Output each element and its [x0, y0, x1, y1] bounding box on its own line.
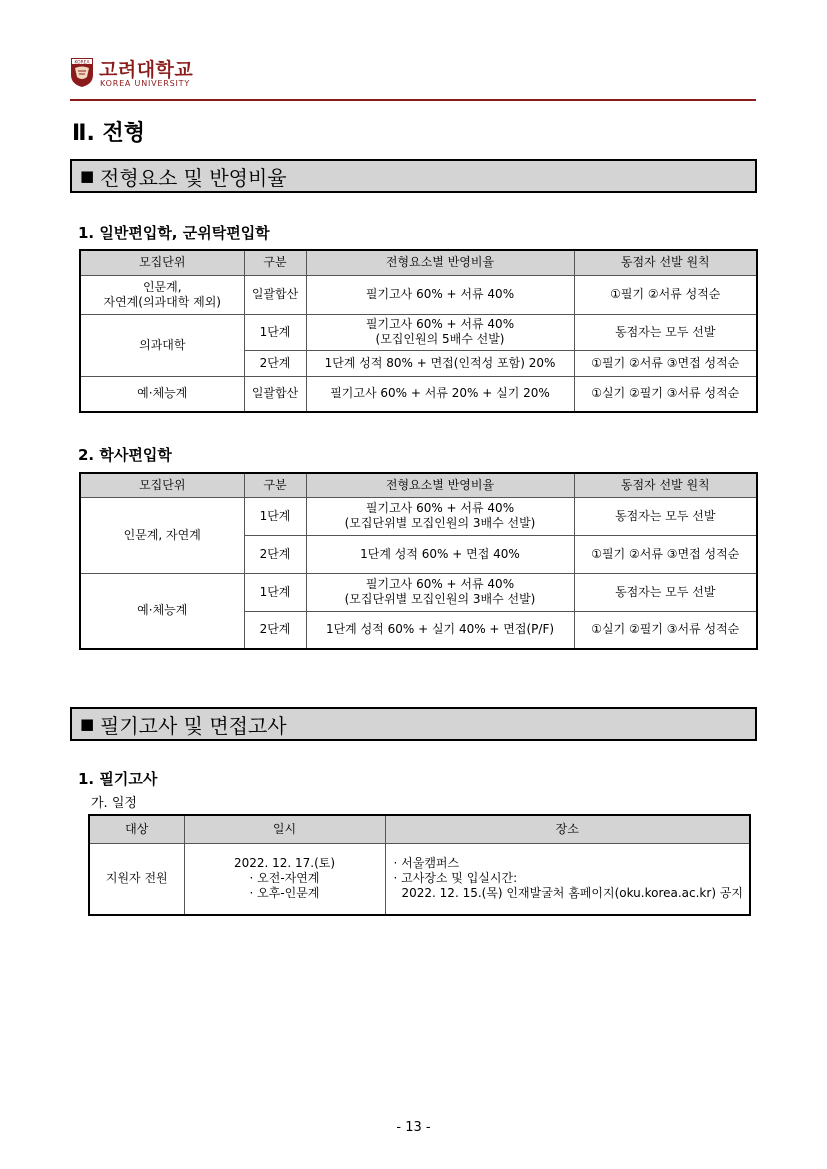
cell-tiebreak: 동점자는 모두 선발	[574, 497, 757, 535]
cell-type: 2단계	[244, 535, 306, 573]
col-header-place: 장소	[385, 815, 750, 843]
col-header-tiebreak: 동점자 선발 원칙	[574, 473, 757, 497]
col-header-type: 구분	[244, 250, 306, 275]
logo-korean: 고려대학교	[99, 59, 194, 81]
cell-tiebreak: ①실기 ②필기 ③서류 성적순	[574, 376, 757, 412]
cell-tiebreak: ①필기 ②서류 ③면접 성적순	[574, 535, 757, 573]
cell-ratio: 1단계 성적 60% + 면접 40%	[306, 535, 574, 573]
table-row	[89, 843, 750, 915]
table-row	[80, 314, 757, 350]
sub-subsection-schedule: 가. 일정	[91, 796, 137, 811]
cell-tiebreak: ①필기 ②서류 성적순	[574, 275, 757, 314]
cell-ratio: 필기고사 60% + 서류 40%	[306, 275, 574, 314]
section-header-exams	[70, 707, 757, 741]
cell-tiebreak: 동점자는 모두 선발	[574, 314, 757, 350]
cell-type: 2단계	[244, 350, 306, 376]
cell-target: 지원자 전원	[89, 843, 184, 915]
subsection-title-bachelor-transfer: 2. 학사편입학	[78, 446, 172, 464]
section-title: 전형요소 및 반영비율	[100, 166, 287, 190]
col-header-unit: 모집단위	[80, 473, 244, 497]
table-row	[80, 497, 757, 535]
section-header-selection-elements	[70, 159, 757, 193]
section-title: 필기고사 및 면접고사	[100, 714, 287, 738]
table-header-row	[80, 250, 757, 275]
cell-ratio: 필기고사 60% + 서류 20% + 실기 20%	[306, 376, 574, 412]
table-header-row	[89, 815, 750, 843]
page-header	[70, 57, 756, 101]
logo-english: KOREA UNIVERSITY	[100, 79, 191, 88]
col-header-target: 대상	[89, 815, 184, 843]
cell-type: 1단계	[244, 314, 306, 350]
table-row	[80, 275, 757, 314]
cell-type: 1단계	[244, 573, 306, 611]
cell-tiebreak: ①필기 ②서류 ③면접 성적순	[574, 350, 757, 376]
cell-unit: 예·체능계	[80, 376, 244, 412]
cell-ratio: 1단계 성적 80% + 면접(인적성 포함) 20%	[306, 350, 574, 376]
table-header-row	[80, 473, 757, 497]
col-header-ratio: 전형요소별 반영비율	[306, 473, 574, 497]
col-header-datetime: 일시	[184, 815, 385, 843]
cell-tiebreak: 동점자는 모두 선발	[574, 573, 757, 611]
university-emblem-icon	[70, 57, 94, 88]
written-exam-schedule-table	[88, 814, 751, 916]
cell-ratio: 필기고사 60% + 서류 40% (모집인원의 5배수 선발)	[306, 314, 574, 350]
cell-unit: 의과대학	[80, 314, 244, 376]
square-bullet-icon: ■	[80, 167, 95, 185]
page-number: - 13 -	[396, 1120, 431, 1135]
chapter-title: Ⅱ. 전형	[72, 121, 146, 146]
subsection-title-written-exam: 1. 필기고사	[78, 770, 158, 788]
cell-unit: 인문계, 자연계	[80, 497, 244, 573]
general-transfer-table	[79, 249, 758, 413]
cell-place: · 서울캠퍼스 · 고사장소 및 입실시간: 2022. 12. 15.(목) 인재발굴처 홈페이지(oku.korea.ac.kr) 공지	[385, 843, 750, 915]
col-header-unit: 모집단위	[80, 250, 244, 275]
svg-text:KOREA: KOREA	[74, 60, 90, 66]
col-header-type: 구분	[244, 473, 306, 497]
cell-type: 일괄합산	[244, 275, 306, 314]
bachelor-transfer-table	[79, 472, 758, 650]
cell-ratio: 필기고사 60% + 서류 40% (모집단위별 모집인원의 3배수 선발)	[306, 573, 574, 611]
table-row	[80, 376, 757, 412]
cell-unit: 예·체능계	[80, 573, 244, 649]
cell-tiebreak: ①실기 ②필기 ③서류 성적순	[574, 611, 757, 649]
col-header-tiebreak: 동점자 선발 원칙	[574, 250, 757, 275]
cell-ratio: 1단계 성적 60% + 실기 40% + 면접(P/F)	[306, 611, 574, 649]
col-header-ratio: 전형요소별 반영비율	[306, 250, 574, 275]
cell-ratio: 필기고사 60% + 서류 40% (모집단위별 모집인원의 3배수 선발)	[306, 497, 574, 535]
subsection-title-general-transfer: 1. 일반편입학, 군위탁편입학	[78, 224, 270, 242]
cell-unit: 인문계, 자연계(의과대학 제외)	[80, 275, 244, 314]
cell-datetime: 2022. 12. 17.(토) · 오전-자연계 · 오후-인문계	[184, 843, 385, 915]
cell-type: 일괄합산	[244, 376, 306, 412]
square-bullet-icon: ■	[80, 715, 95, 733]
cell-type: 1단계	[244, 497, 306, 535]
table-row	[80, 573, 757, 611]
cell-type: 2단계	[244, 611, 306, 649]
